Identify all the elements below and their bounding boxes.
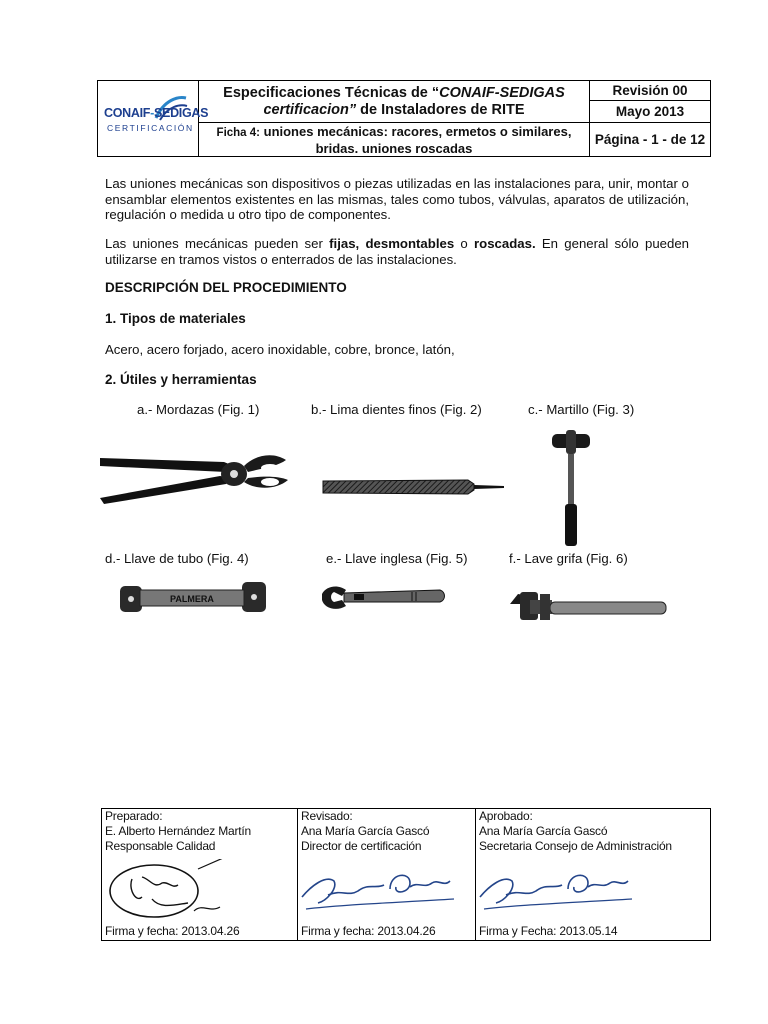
conaif-sedigas-logo [98, 82, 209, 156]
approved-signature-date: Firma y Fecha: 2013.05.14 [479, 924, 618, 938]
approved-cell [476, 809, 711, 941]
signature-prepared [102, 859, 242, 929]
logo-subtext: CERTIFICACIÓN [107, 122, 194, 133]
caption-fig-5: e.- Llave inglesa (Fig. 5) [326, 551, 468, 566]
intro-paragraph-2: Las uniones mecánicas pueden ser fijas, desmontables o roscadas. En general sólo pueden utilizarse en tramos vistos o enterrados de las instalaciones. [105, 236, 690, 267]
reviewed-name: Ana María García Gascó [301, 824, 430, 838]
reviewed-signature-date: Firma y fecha: 2013.04.26 [301, 924, 436, 938]
caption-fig-6: f.- Lave grifa (Fig. 6) [509, 551, 628, 566]
prepared-name: E. Alberto Hernández Martín [105, 824, 252, 838]
materials-text: Acero, acero forjado, acero inoxidable, cobre, bronce, latón, [105, 342, 455, 357]
reviewed-role: Director de certificación [301, 839, 422, 853]
approval-table [101, 808, 711, 941]
caption-fig-2: b.- Lima dientes finos (Fig. 2) [311, 402, 482, 417]
tube-wrench-icon [120, 580, 266, 616]
intro-paragraph-1: Las uniones mecánicas son dispositivos o piezas utilizadas en las instalaciones para, unir, montar o ensamblar elementos existentes en las mismas, tales como tubos, válvulas, aparatos de utilización, regulación o medida u otro tipo de componentes. [105, 176, 689, 223]
adjustable-wrench-icon [320, 584, 446, 612]
tube-wrench-brand: PALMERA [170, 594, 214, 604]
prepared-role: Responsable Calidad [105, 839, 216, 853]
ficha-title: Ficha 4: uniones mecánicas: racores, ermetos o similares, bridas. uniones roscadas [199, 123, 590, 157]
prepared-label: Preparado: [105, 809, 163, 823]
caption-fig-3: c.- Martillo (Fig. 3) [528, 402, 635, 417]
pipe-wrench-icon [510, 588, 670, 626]
signature-reviewed [298, 859, 468, 919]
pliers-icon [98, 436, 290, 504]
reviewed-label: Revisado: [301, 809, 353, 823]
hammer-icon [550, 430, 592, 548]
prepared-signature-date: Firma y fecha: 2013.04.26 [105, 924, 240, 938]
caption-fig-4: d.- Llave de tubo (Fig. 4) [105, 551, 249, 566]
file-tool-icon [322, 476, 506, 498]
caption-fig-1: a.- Mordazas (Fig. 1) [137, 402, 260, 417]
logo-cell [98, 81, 209, 157]
reviewed-cell [298, 809, 476, 941]
document-header [97, 80, 711, 157]
approved-role: Secretaria Consejo de Administración [479, 839, 672, 853]
date-label: Mayo 2013 [590, 101, 711, 123]
prepared-cell [102, 809, 298, 941]
section-heading: DESCRIPCIÓN DEL PROCEDIMIENTO [105, 280, 347, 295]
materials-heading: 1. Tipos de materiales [105, 311, 246, 326]
tools-heading: 2. Útiles y herramientas [105, 372, 257, 387]
document-title: Especificaciones Técnicas de “CONAIF-SEDIGAS certificacion” de Instaladores de RITE [199, 81, 590, 123]
logo-text: CONAIF-SEDIGAS [104, 105, 209, 120]
page-number: Página - 1 - de 12 [590, 123, 711, 157]
approved-label: Aprobado: [479, 809, 533, 823]
signature-approved [476, 859, 646, 919]
approved-name: Ana María García Gascó [479, 824, 608, 838]
revision-label: Revisión 00 [590, 81, 711, 101]
